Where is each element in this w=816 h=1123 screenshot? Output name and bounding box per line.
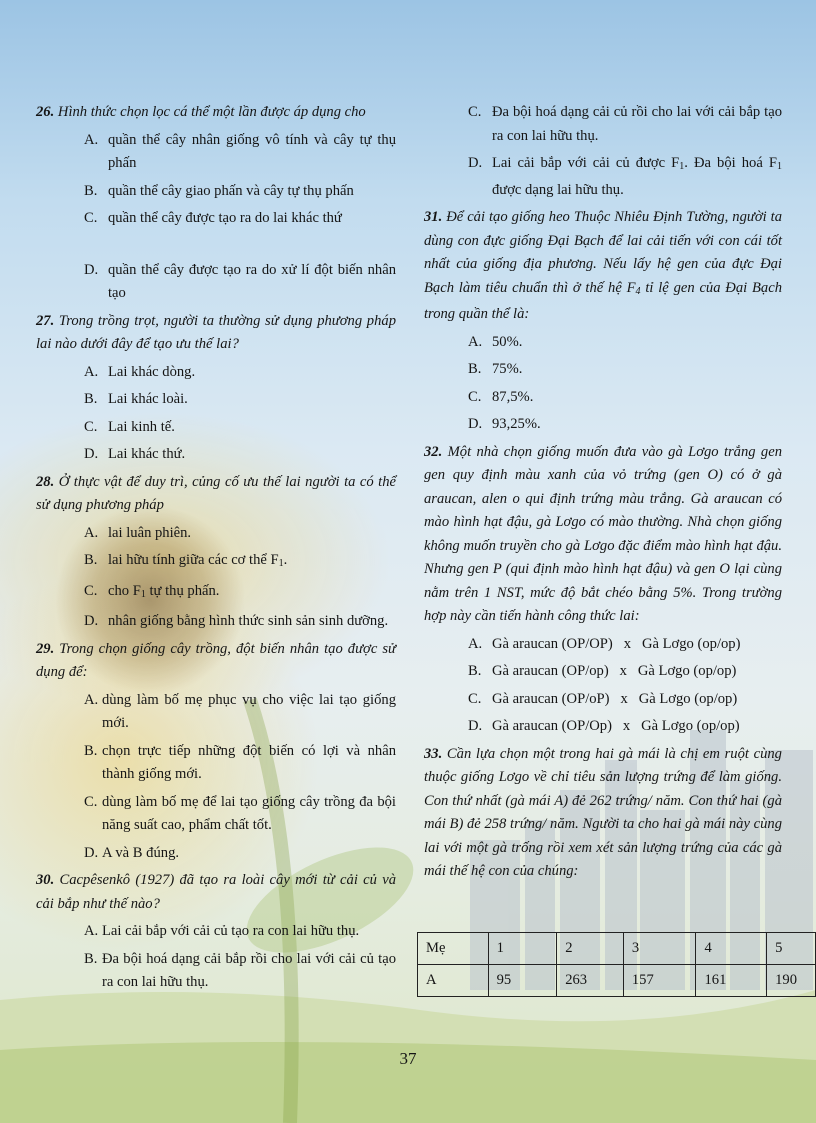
page-number: 37 — [399, 1049, 417, 1068]
question-text: Một nhà chọn giống muốn đưa vào gà Lơgo trắng gen gen quy định màu xanh của vỏ trứng (gen O) có ở gà araucan, alen o qui định trứng màu trắng. Gà araucan có mào hình hạt đậu, gà Lơgo có mào thường. Nhà chọn giống không muốn truyền cho gà Lơgo đặc điểm mào hình hạt đậu. Nhưng gen P (qui định mào hình hạt đậu) và gen O lại cùng nằm trên 1 NST, mức độ bắt chéo bằng 5%. Trong trường hợp này cần tiến hành công thức lai: — [424, 443, 782, 624]
question-number: 27. — [36, 312, 55, 329]
q27-option-b: B. Lai khác loài. — [84, 391, 188, 407]
table-row — [418, 965, 816, 997]
question-text: Để cải tạo giống heo Thuộc Nhiêu Định Tường, người ta dùng con đực giống Đại Bạch để lai cải tiến với con cái tốt nhất của giống địa phương. Nếu lấy hệ gen của đực Đại Bạch làm tiêu chuẩn thì ở thế hệ F — [424, 209, 782, 296]
question-31: 31. Để cải tạo giống heo Thuộc Nhiêu Định Tường, người ta dùng con đực giống Đại Bạch để lai cải tiến với con cái tốt nhất của giống địa phương. Nếu lấy hệ gen của đực Đại Bạch làm tiêu chuẩn thì ở thế hệ $F_4$ tỉ lệ gen của Đại Bạch trong quần thể là: — [424, 209, 782, 322]
q27-option-c: C. Lai kinh tế. — [84, 418, 175, 435]
question-29 — [36, 638, 396, 685]
q28-option-d: D. nhân giống bằng hình thức sinh sản sinh dưỡng. — [84, 613, 389, 629]
q30-option-b: B. Đa bội hoá dạng cải bắp rồi cho lai với cải củ tạo ra con lai hữu thụ. — [84, 950, 396, 990]
q31-option-b: B. 75%. — [468, 361, 523, 377]
q26-option-b: B. quần thể cây giao phấn và cây tự thụ phấn — [84, 182, 354, 199]
table-cell: 4 — [696, 933, 767, 965]
table-cell: 5 — [767, 933, 816, 965]
q31-option-a: A. 50%. — [468, 333, 523, 350]
table-cell: 161 — [696, 965, 767, 997]
question-27 — [36, 310, 396, 357]
question-32 — [424, 441, 782, 629]
q27-option-d: D. Lai khác thứ. — [84, 446, 186, 462]
q29-option-a: A. dùng làm bố mẹ phục vụ cho việc lai tạo giống mới. — [84, 691, 396, 731]
q26-option-a: A. quần thể cây nhân giống vô tính và cây tự thụ phấn — [84, 131, 396, 171]
q26-option-d: D. quần thể cây được tạo ra do xử lí đột biến nhân tạo — [84, 261, 396, 301]
egg-production-table — [417, 932, 816, 997]
question-text: Trong chọn giống cây trồng, đột biến nhân tạo được sử dụng để: — [36, 640, 396, 680]
q32-option-b: B. Gà araucan (OP/op) x Gà Lơgo (op/op) — [468, 663, 737, 679]
q29-option-d: D. A và B đúng. — [84, 844, 180, 861]
question-33 — [424, 743, 782, 884]
table-cell: 157 — [623, 965, 696, 997]
question-number: 32. — [424, 443, 443, 460]
table-cell: A — [418, 965, 489, 997]
q26-option-c: C. quần thể cây được tạo ra do lai khác thứ — [84, 210, 342, 226]
question-number: 31. — [424, 209, 443, 225]
table-cell: 2 — [557, 933, 624, 965]
left-column — [36, 101, 396, 999]
table-cell: 1 — [488, 933, 557, 965]
q32-option-d: D. Gà araucan (OP/Op) x Gà Lơgo (op/op) — [468, 718, 740, 734]
q28-option-b: B. lai hữu tính giữa các cơ thể $F_1$. — [84, 552, 288, 569]
table-cell: 95 — [488, 965, 557, 997]
table-cell: 263 — [557, 965, 624, 997]
question-number: 26. — [36, 104, 55, 120]
table-cell: 3 — [623, 933, 696, 965]
question-26 — [36, 101, 396, 125]
q31-option-c: C. 87,5%. — [468, 388, 534, 405]
q29-option-b: B. chọn trực tiếp những đột biến có lợi và nhân thành giống mới. — [84, 742, 396, 782]
question-number: 29. — [36, 640, 55, 657]
q30-option-a: A. Lai cải bắp với cải củ tạo ra con lai hữu thụ. — [84, 923, 360, 939]
question-text: Ở thực vật để duy trì, củng cố ưu thế lai người ta có thể sử dụng phương pháp — [36, 473, 396, 513]
q30-option-d: D. Lai cải bắp với cải củ được $F_1$. Đa bội hoá $F_1$ được dạng lai hữu thụ. — [468, 155, 782, 198]
q27-option-a: A. Lai khác dòng. — [84, 363, 196, 380]
q32-option-a: A. Gà araucan (OP/OP) x Gà Lơgo (op/op) — [468, 635, 741, 652]
question-number: 30. — [36, 872, 55, 888]
table-header-row — [418, 933, 816, 965]
q28-option-c: C. cho $F_1$ tự thụ phấn. — [84, 582, 220, 600]
question-28 — [36, 471, 396, 518]
q31-option-d: D. 93,25%. — [468, 416, 541, 432]
question-text: Hình thức chọn lọc cá thể một lần được áp dụng cho — [57, 104, 366, 120]
table-cell: 190 — [767, 965, 816, 997]
q28-option-a: A. lai luân phiên. — [84, 524, 192, 541]
q32-option-c: C. Gà araucan (OP/oP) x Gà Lơgo (op/op) — [468, 690, 738, 707]
q30-option-c: C. Đa bội hoá dạng cải củ rồi cho lai với cải bắp tạo ra con lai hữu thụ. — [468, 104, 782, 144]
question-text: Cần lựa chọn một trong hai gà mái là chị em ruột cùng thuộc giống Lơgo về chỉ tiêu sản lượng trứng để làm giống. Con thứ nhất (gà mái A) đẻ 262 trứng/ năm. Con thứ hai (gà mái B) đẻ 258 trứng/ năm. Người ta cho hai gà mái này cùng lai với một gà trống rồi xem xét sản lượng trứng của các gà mái thế hệ con của chúng: — [424, 745, 782, 879]
question-number: 28. — [36, 473, 55, 490]
question-30 — [36, 869, 396, 916]
question-text: Cacpêsenkô (1927) đã tạo ra loài cây mới từ cải củ và cải bắp như thế nào? — [36, 872, 396, 912]
right-column — [424, 101, 782, 888]
q29-option-c: C. dùng làm bố mẹ để lai tạo giống cây trồng đa bội năng suất cao, phẩm chất tốt. — [84, 793, 396, 833]
table-cell: Mẹ — [418, 933, 489, 965]
question-text: Trong trồng trọt, người ta thường sử dụng phương pháp lai nào dưới đây để tạo ưu thế lai? — [36, 312, 396, 352]
question-number: 33. — [424, 745, 443, 762]
